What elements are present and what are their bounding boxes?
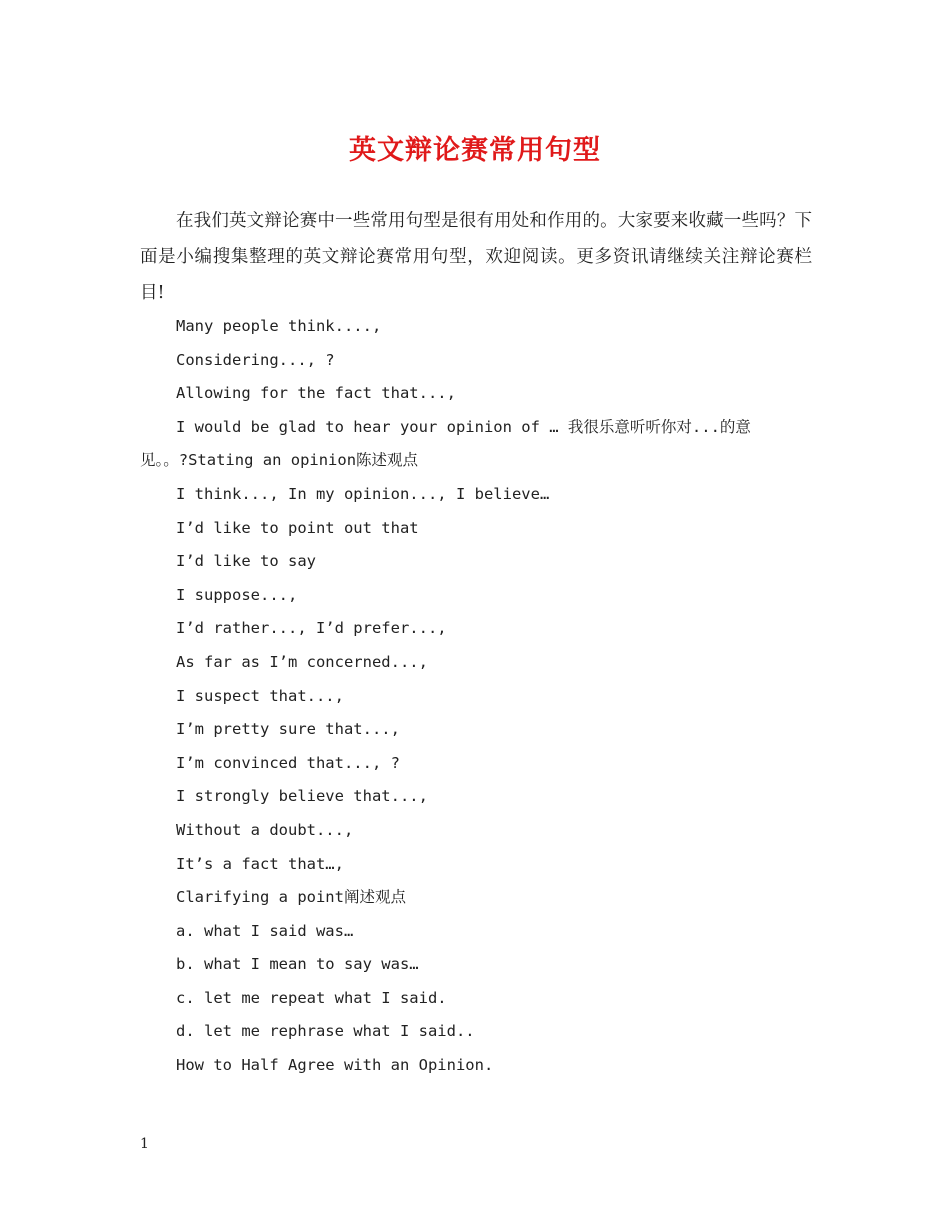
phrase-line: I suspect that...,	[176, 686, 344, 705]
phrase-line: It’s a fact that…,	[176, 854, 344, 873]
phrase-list	[140, 310, 820, 1083]
phrase-line: I think..., In my opinion..., I believe…	[176, 484, 550, 503]
document-title: 英文辩论赛常用句型	[349, 135, 601, 166]
phrase-line: I would be glad to hear your opinion of … 我很乐意听听你对...的意	[176, 417, 751, 436]
phrase-line: Allowing for the fact that...,	[176, 384, 456, 403]
intro-paragraph: 在我们英文辩论赛中一些常用句型是很有用处和作用的。大家要来收藏一些吗？下面是小编搜集整理的英文辩论赛常用句型，欢迎阅读。更多资讯请继续关注辩论赛栏目!	[140, 211, 812, 303]
phrase-line: Considering..., ?	[176, 350, 335, 369]
phrase-line: I’d like to say	[176, 552, 316, 571]
phrase-line: Without a doubt...,	[176, 820, 354, 839]
phrase-line: Clarifying a point阐述观点	[176, 888, 406, 907]
phrase-line: I strongly believe that...,	[176, 787, 428, 806]
phrase-line: I’m pretty sure that...,	[176, 720, 400, 739]
phrase-line: I’d like to point out that	[176, 518, 419, 537]
phrase-line: a. what I said was…	[176, 921, 354, 940]
page-number: 1	[140, 1136, 149, 1152]
phrase-line: b. what I mean to say was…	[176, 955, 419, 974]
phrase-line: I’d rather..., I’d prefer...,	[176, 619, 447, 638]
phrase-line: c. let me repeat what I said.	[176, 988, 447, 1007]
phrase-line: d. let me rephrase what I said..	[176, 1022, 475, 1041]
phrase-line: How to Half Agree with an Opinion.	[176, 1056, 494, 1075]
phrase-line: As far as I’m concerned...,	[176, 652, 428, 671]
phrase-line-continuation: 见。。?Stating an opinion陈述观点	[140, 451, 419, 470]
phrase-line: Many people think....,	[176, 317, 382, 335]
phrase-line: I’m convinced that..., ?	[176, 753, 400, 772]
phrase-line: I suppose...,	[176, 585, 298, 604]
